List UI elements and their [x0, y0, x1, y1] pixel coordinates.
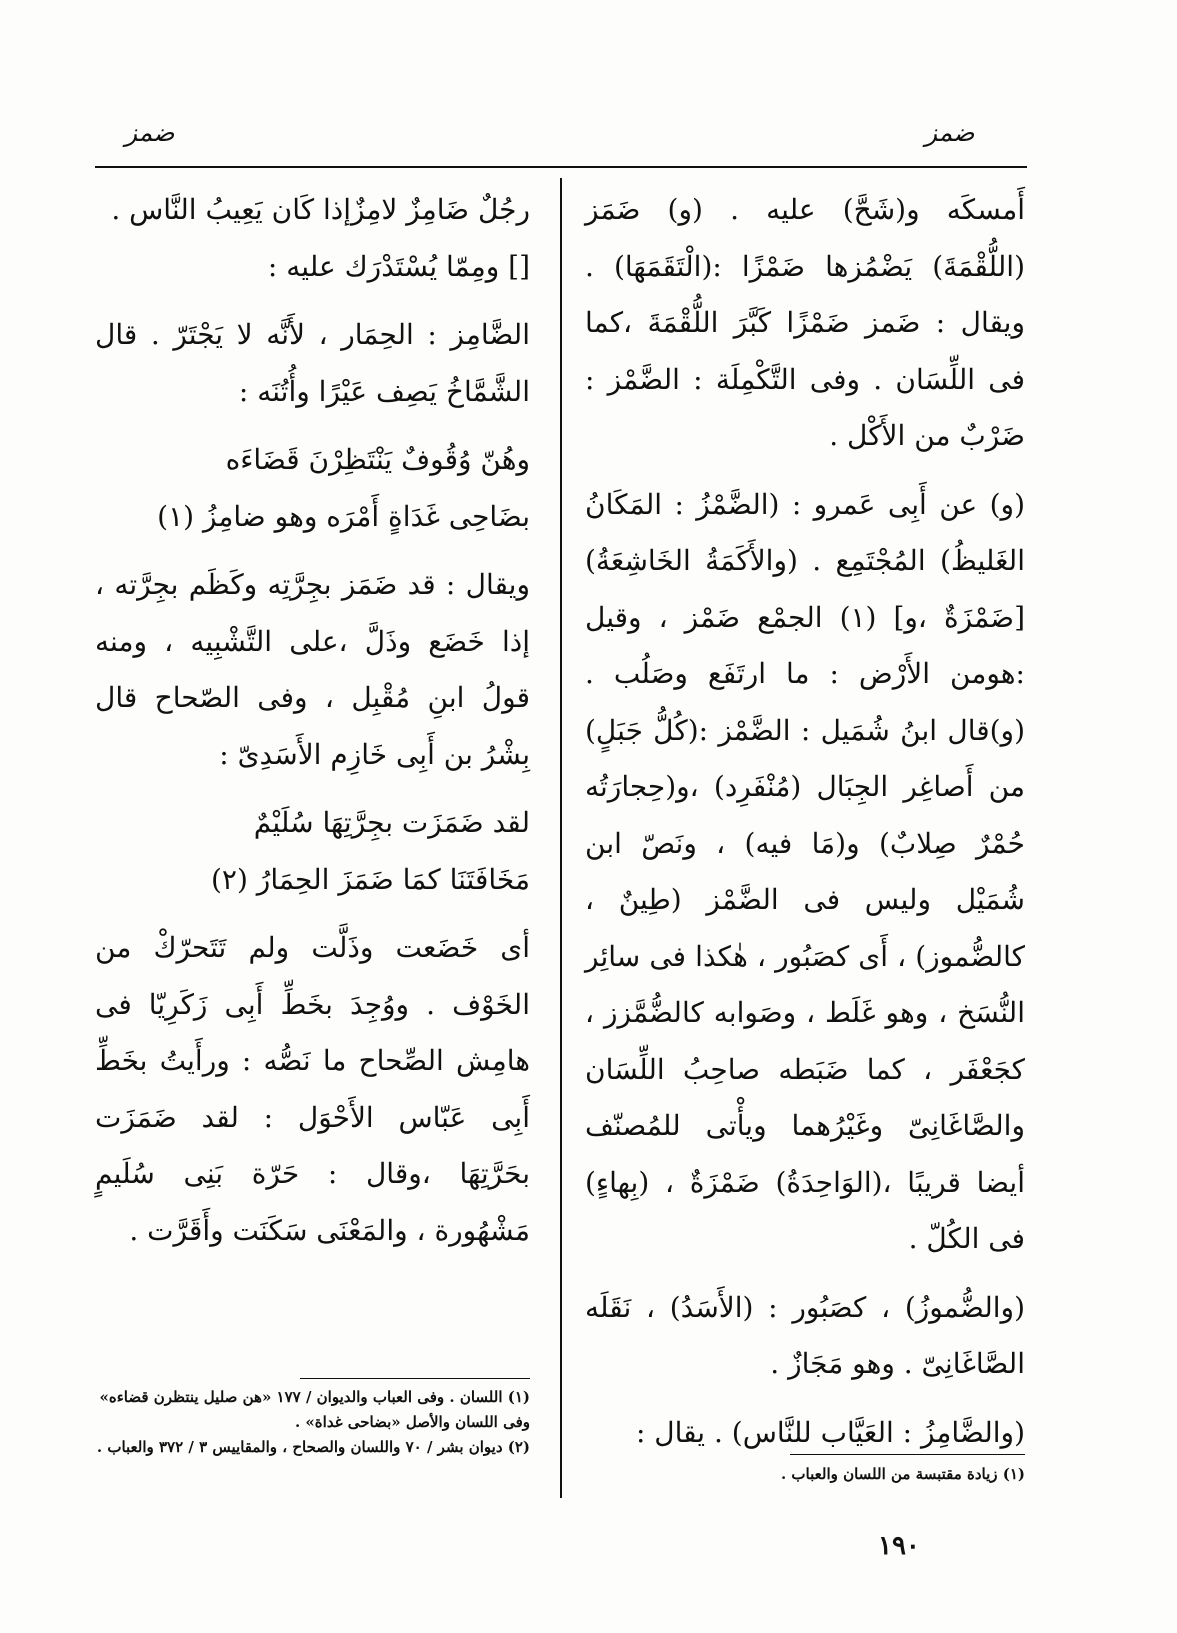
right-paragraph-2: (و) عن أَبِى عَمرو : (الضَّمْزُ : المَكَانُ الغَليظُ) المُجْتَمِع . (والأَكَمَةُ الخَاشِعَةُ)[ضَمْزَةٌ ،و] (١) الجمْع ضَمْز ، وقيل :هومن الأَرْض : ما ارتَفَع وصَلُب . (و)قال ابنُ شُمَيل : الضَّمْز :(كُلُّ جَبَلٍ) من أَصاغِر الجِبَال (مُنْفَرِد) ،و(حِجارَتُه حُمْرٌ صِلابٌ) و(مَا فيه) ، ونَصّ ابن شُمَيْل وليس فى الضَّمْز (طِينٌ ، كالضُّموز) ، أَى كصَبُور ، هٰكذا فى سائِر النُّسَخ ، وهو غَلَط ، وصَوابه كالضُّمَّزز ، كجَعْفَر ، كما ضَبَطه صاحِبُ اللِّسَان والصَّاغَانِىّ وغَيْرُهما ويأْتى للمُصنّف أيضا قريبًا ،(الوَاحِدَةُ) ضَمْزَةٌ ، (بِهاءٍ) فى الكُلّ .: [585, 487, 1025, 1255]
left-paragraph-5: أى خَضَعت وذَلَّت ولم تَتَحرّكْ من الخَوْف . ووُجِدَ بخَطِّ أَبِى زَكَرِيّا فى هامِش الصِّحاح ما نَصُّه : ورأَيتُ بخَطِّ أَبِى عَبّاس الأَحْوَل : لقد ضَمَزَت بحَرَّتِهَا ،وقال : حَرّة بَنِى سُلَيمٍ مَشْهُورة ، والمَعْنَى سَكَنَت وأَقَرَّت .: [95, 931, 530, 1247]
left-paragraph-4: ويقال : قد ضَمَز بجِرَّتِه وكَظَم بجِرَّته ، إذا خَضَع وذَلَّ ،على التَّشْبِيه ، ومنه قولُ ابنِ مُقْبِل ، وفى الصّحاح قال بِشْرُ بن أَبِى خَازِم الأَسَدِىّ :: [95, 568, 530, 771]
page-number: ١٩٠: [878, 1531, 920, 1561]
running-head-right: ضمز: [925, 118, 975, 147]
footnote-left-1: (١) اللسان . وفى العباب والديوان / ١٧٧ «هن صليل ينتظرن قضاءه» وفى اللسان والأصل «بضاحى غداة» .: [99, 1388, 530, 1431]
verse-1-line-1: وهُنّ وُقُوفٌ يَنْتَظِرْنَ قَضَاءَه: [225, 443, 530, 476]
footnote-rule-right: [790, 1454, 1025, 1455]
running-head-left: ضمز: [125, 118, 175, 147]
footnote-rule-left: [300, 1378, 530, 1379]
left-paragraph-1: رجُلٌ ضَامِزٌ لامِزٌإذا كَان يَعِيبُ النَّاس .: [111, 193, 530, 226]
left-paragraph-3: الضَّامِز : الحِمَار ، لأَنَّه لا يَجْتَرّ . قال الشَّمَّاخُ يَصِف عَيْرًا وأُتُنَه :: [95, 318, 530, 408]
verse-1-line-2: بضَاحِى غَدَاةٍ أَمْرَه وهو ضامِزُ (١): [157, 499, 530, 533]
verse-2-line-1: لقد ضَمَزَت بجِرَّتِهَا سُلَيْمٌ: [253, 806, 530, 839]
verse-2-line-2: مَخَافَتَنَا كمَا ضَمَزَ الحِمَارُ (٢): [210, 862, 530, 896]
footnotes-left: [95, 1385, 530, 1460]
right-paragraph-4: (والضَّامِزُ : العَيَّاب للنَّاس) . يقال :: [635, 1415, 1025, 1449]
footnote-left-2: (٢) ديوان بشر / ٧٠ واللسان والصحاح ، والمقاييس ٣ / ٣٧٢ والعباب .: [96, 1438, 530, 1456]
header-rule: [95, 166, 1027, 168]
column-divider: [560, 178, 562, 1498]
footnotes-right: [585, 1462, 1025, 1487]
footnote-right-1: (١) زيادة مقتبسة من اللسان والعباب .: [780, 1465, 1025, 1483]
left-column: [95, 182, 530, 1259]
left-paragraph-2: [] ومِمّا يُسْتَدْرَك عليه :: [267, 249, 530, 283]
right-column: [585, 182, 1025, 1461]
right-paragraph-3: (والضُّموزُ) ، كصَبُور : (الأَسَدُ) ، نَقَلَه الصَّاغَانِىّ . وهو مَجَازٌ .: [585, 1290, 1025, 1380]
right-paragraph-1: أَمسكَه و(شَحَّ) عليه . (و) ضَمَز (اللُّقْمَةَ) يَضْمُزها ضَمْزًا :(الْتَقَمَهَا) . ويقال : ضَمز ضَمْزًا كَبَّرَ اللُّقْمَةَ ،كما فى اللِّسَان . وفى التَّكْمِلَة : الضَّمْز : ضَرْبٌ من الأَكْل .: [585, 193, 1025, 452]
